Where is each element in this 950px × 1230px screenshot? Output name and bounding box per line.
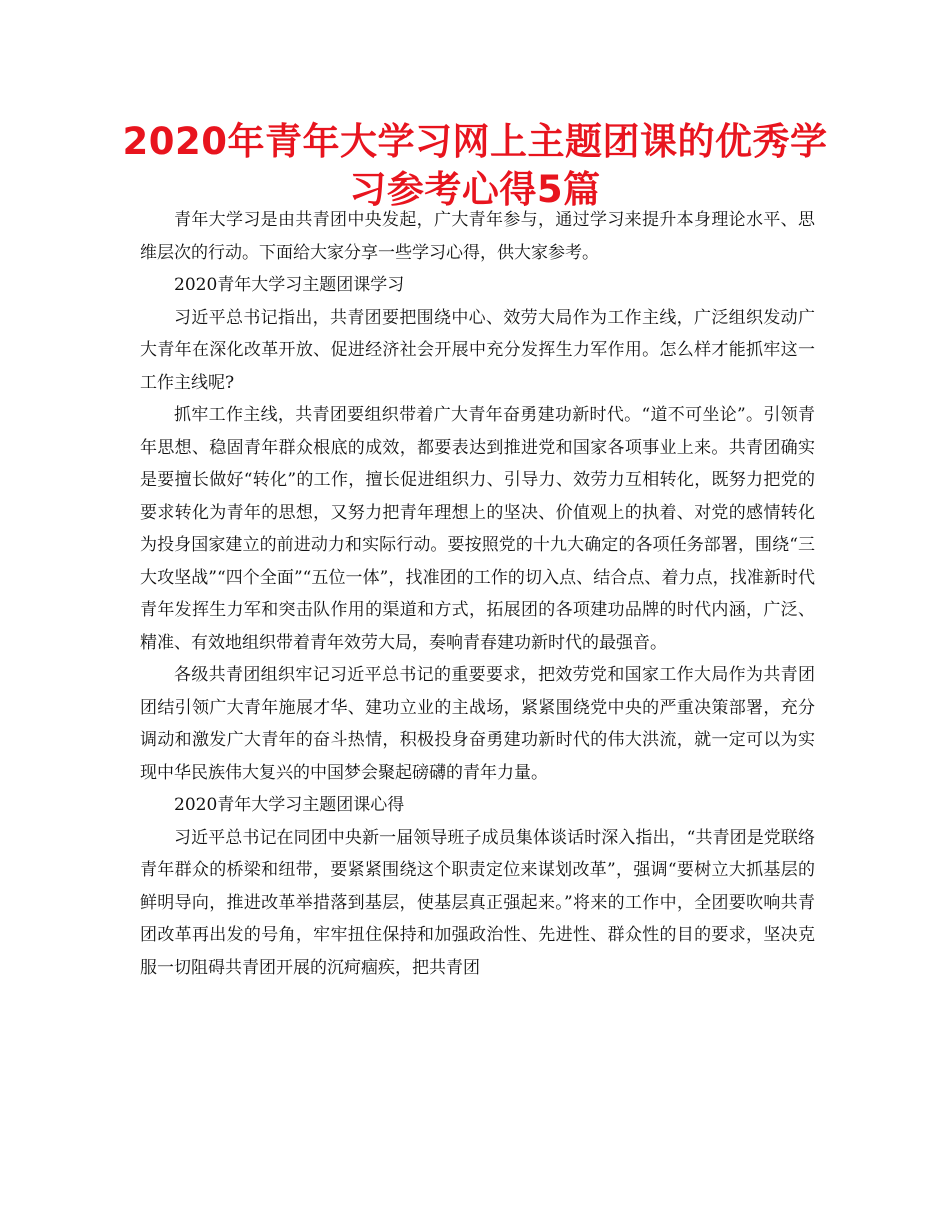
document-body (140, 204, 815, 984)
title-line-1: 2020年青年大学习网上主题团课的优秀学 (122, 120, 828, 163)
paragraph-1: 习近平总书记指出，共青团要把围绕中心、效劳大局作为工作主线，广泛组织发动广大青年在深化改革开放、促进经济社会开展中充分发挥生力军作用。怎么样才能抓牢这一工作主线呢? (140, 307, 815, 393)
paragraph-4: 习近平总书记在同团中央新一届领导班子成员集体谈话时深入指出，“共青团是党联络青年群众的桥梁和纽带，要紧紧围绕这个职责定位来谋划改革”，强调“要树立大抓基层的鲜明导向，推进改革举措落到基层，使基层真正强起来。”将来的工作中，全团要吹响共青团改革再出发的号角，牢牢扭住保持和加强政治性、先进性、群众性的目的要求，坚决克服一切阻碍共青团开展的沉疴痼疾，把共青团 (140, 827, 815, 978)
document-title (120, 118, 830, 214)
section-heading-study: 2020青年大学习主题团课学习 (174, 275, 405, 295)
paragraph-2: 抓牢工作主线，共青团要组织带着广大青年奋勇建功新时代。“道不可坐论”。引领青年思想、稳固青年群众根底的成效，都要表达到推进党和国家各项事业上来。共青团确实是要擅长做好“转化”的工作，擅长促进组织力、引导力、效劳力互相转化，既努力把党的要求转化为青年的思想，又努力把青年理想上的坚决、价值观上的执着、对党的感情转化为投身国家建立的前进动力和实际行动。要按照党的十九大确定的各项任务部署，围绕“三大攻坚战”“四个全面”“五位一体”，找准团的工作的切入点、结合点、着力点，找准新时代青年发挥生力军和突击队作用的渠道和方式，拓展团的各项建功品牌的时代内涵，广泛、精准、有效地组织带着青年效劳大局，奏响青春建功新时代的最强音。 (140, 405, 815, 653)
intro-paragraph: 青年大学习是由共青团中央发起，广大青年参与，通过学习来提升本身理论水平、思维层次的行动。下面给大家分享一些学习心得，供大家参考。 (140, 210, 815, 263)
section-heading-reflection: 2020青年大学习主题团课心得 (174, 795, 405, 815)
paragraph-3: 各级共青团组织牢记习近平总书记的重要要求，把效劳党和国家工作大局作为共青团团结引领广大青年施展才华、建功立业的主战场，紧紧围绕党中央的严重决策部署，充分调动和激发广大青年的奋斗热情，积极投身奋勇建功新时代的伟大洪流，就一定可以为实现中华民族伟大复兴的中国梦会聚起磅礴的青年力量。 (140, 665, 815, 783)
title-line-2: 习参考心得5篇 (349, 168, 601, 211)
